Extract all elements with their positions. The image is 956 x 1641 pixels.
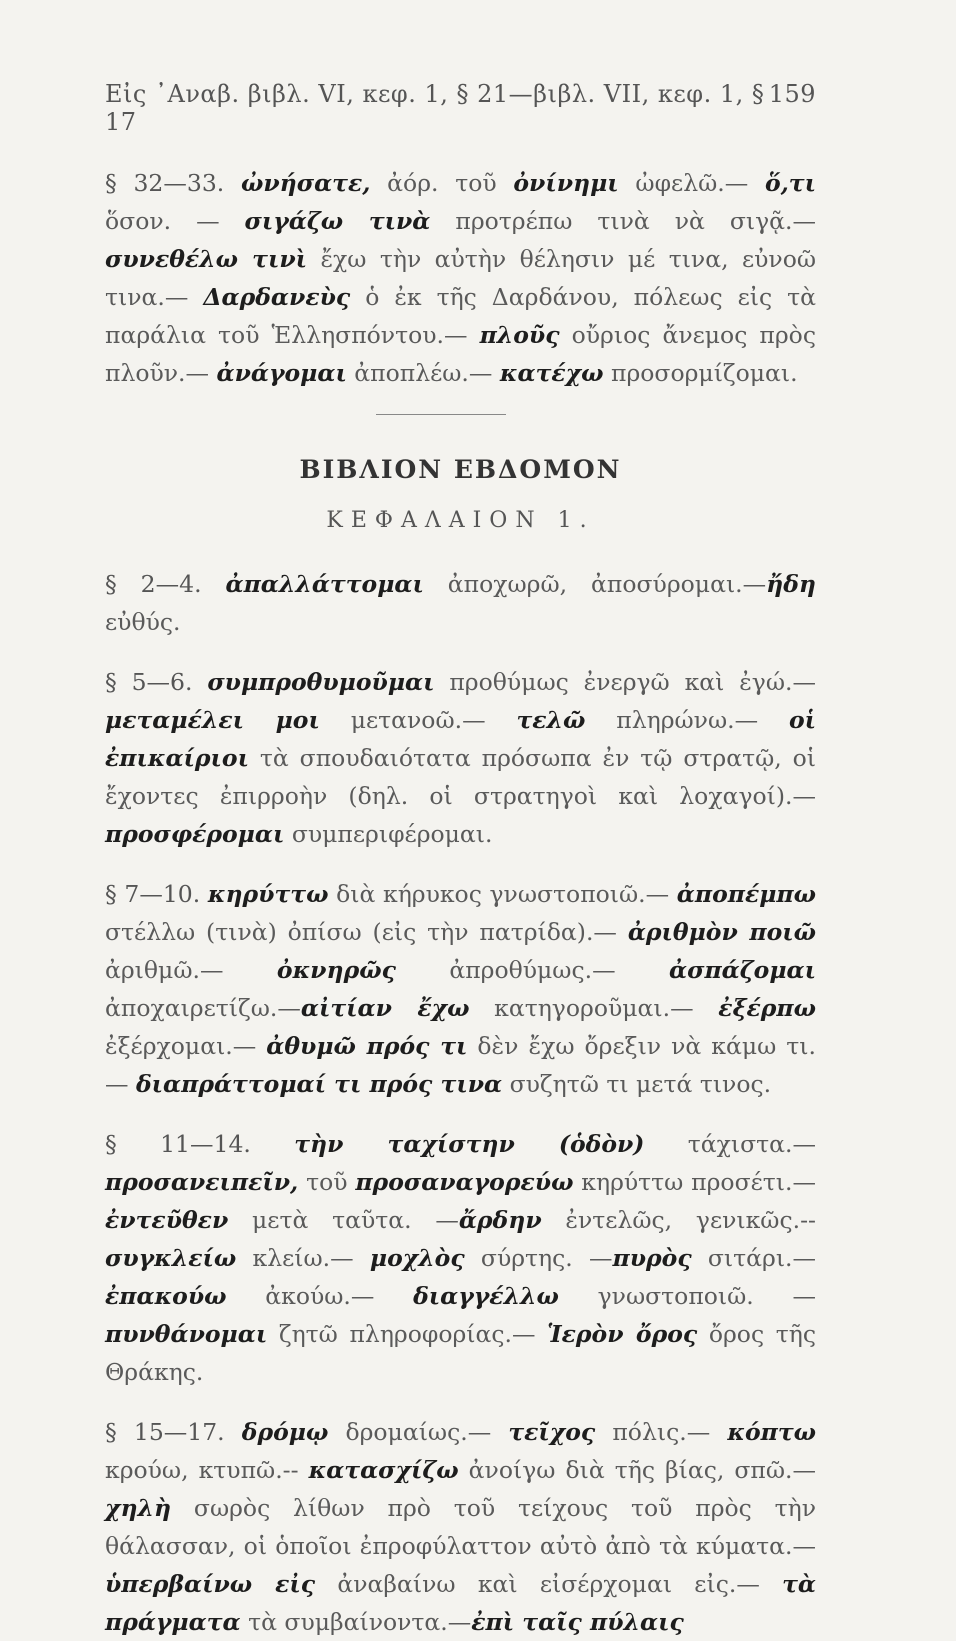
headword: πυνθάνομαι	[105, 1320, 268, 1348]
headword: διαπράττομαί τι πρός τινα	[135, 1070, 503, 1098]
page-number: 159	[768, 80, 816, 108]
glossary-entry	[105, 663, 816, 853]
headword: χηλὴ	[105, 1494, 172, 1522]
headword: Ἱερὸν ὄρος	[547, 1320, 698, 1348]
headword: κηρύττω	[207, 880, 329, 908]
headword: ἄρδην	[458, 1206, 542, 1234]
definition: ὅσον. —	[105, 207, 245, 235]
headword: ὅ,τι	[764, 169, 816, 197]
section-number: § 7—10.	[105, 880, 208, 908]
definition: ἔχω τὴν αὐτὴν θέλησιν μέ τινα, εὐνοῶ τινα.—	[105, 245, 817, 311]
headword: προσαναγορεύω	[355, 1168, 574, 1196]
headword: συμπροθυμοῦμαι	[207, 668, 435, 696]
definition: μετὰ ταῦτα. —	[228, 1206, 459, 1234]
definition: σύρτης. —	[464, 1244, 613, 1272]
definition: κλείω.—	[236, 1244, 370, 1272]
definition: ὄρος τῆς Θράκης.	[105, 1320, 816, 1386]
definition: δρομαίως.—	[328, 1418, 509, 1446]
definition: στέλλω (τινὰ) ὀπίσω (εἰς τὴν πατρίδα).—	[105, 918, 628, 946]
definition: τὰ σπουδαιότατα πρόσωπα ἐν τῷ στρατῷ, οἱ ἔχοντες ἐπιρροὴν (δηλ. οἱ στρατηγοὶ καὶ λοχαγοί).—	[105, 744, 816, 810]
headword: κατασχίζω	[308, 1456, 459, 1484]
headword: συνεθέλω τινὶ	[105, 245, 308, 273]
headword: ἀσπάζομαι	[669, 956, 816, 984]
headword: ὀκνηρῶς	[276, 956, 396, 984]
headword: αἰτίαν ἔχω	[300, 994, 470, 1022]
definition: προθύμως ἐνεργῶ καὶ ἐγώ.—	[434, 668, 816, 696]
definition: ἐξέρχομαι.—	[105, 1032, 267, 1060]
definition: ἀποχαιρετίζω.—	[105, 994, 301, 1022]
glossary-entry	[105, 875, 816, 1103]
section-number: § 5—6.	[105, 668, 208, 696]
headword: σιγάζω τινὰ	[244, 207, 431, 235]
definition: ἀποχωρῶ, ἀποσύρομαι.—	[423, 570, 767, 598]
definition: τοῦ	[298, 1168, 356, 1196]
definition: κρούω, κτυπῶ.--	[105, 1456, 309, 1484]
definition: ἀποπλέω.—	[346, 359, 500, 387]
book-title: ΒΙΒΛΙΟΝ ΕΒΔΟΜΟΝ	[299, 455, 622, 484]
definition: προτρέπω τινὰ νὰ σιγᾷ.—	[430, 207, 816, 235]
definition: ἀριθμῶ.—	[105, 956, 277, 984]
headword: διαγγέλλω	[413, 1282, 559, 1310]
section-divider	[376, 414, 506, 415]
glossary-entry	[105, 565, 816, 641]
headword: προσφέρομαι	[105, 820, 285, 848]
headword: τεῖχος	[508, 1418, 596, 1446]
definition: σωρὸς λίθων πρὸ τοῦ τείχους τοῦ πρὸς τὴν θάλασσαν, οἱ ὁποῖοι ἐπροφύλαττον αὐτὸ ἀπὸ τὰ κύματα.—	[105, 1494, 816, 1560]
headword: κατέχω	[499, 359, 604, 387]
headword: μοχλὸς	[369, 1244, 465, 1272]
glossary-entry	[105, 164, 816, 392]
headword: δρόμῳ	[241, 1418, 329, 1446]
headword: ἀποπέμπω	[676, 880, 817, 908]
definition: κηρύττω προσέτι.—	[573, 1168, 816, 1196]
definition: διὰ κήρυκος γνωστοποιῶ.—	[328, 880, 677, 908]
headword: προσανειπεῖν,	[105, 1168, 299, 1196]
headword: ἐπὶ ταῖς πύλαις	[471, 1608, 684, 1636]
definition: οὔριος ἄνεμος πρὸς πλοῦν.—	[105, 321, 816, 387]
headword: οἱ ἐπικαίριοι	[105, 706, 816, 772]
headword: Δαρδανεὺς	[203, 283, 351, 311]
section-number: § 32—33.	[105, 169, 241, 197]
definition: συμπεριφέρομαι.	[284, 820, 493, 848]
headword: τὰ πράγματα	[105, 1570, 817, 1636]
definition: ἀπροθύμως.—	[395, 956, 670, 984]
headword: πλοῦς	[479, 321, 560, 349]
headword: ἐξέρπω	[718, 994, 816, 1022]
headword: κόπτω	[727, 1418, 817, 1446]
headword: ἤδη	[766, 570, 816, 598]
headword: τελῶ	[516, 706, 586, 734]
definition: κατηγοροῦμαι.—	[469, 994, 719, 1022]
definition: γνωστοποιῶ. —	[558, 1282, 816, 1310]
glossary-entry	[105, 1125, 816, 1391]
definition: ἀναβαίνω καὶ εἰσέρχομαι εἰς.—	[315, 1570, 783, 1598]
section-number: § 2—4.	[105, 570, 226, 598]
glossary-entry	[105, 1413, 816, 1641]
definition: συζητῶ τι μετά τινος.	[502, 1070, 772, 1098]
definition: ἀνοίγω διὰ τῆς βίας, σπῶ.—	[458, 1456, 816, 1484]
running-head-title: Εἰς ᾿Αναβ. βιβλ. VI, κεφ. 1, § 21—βιβλ. VII, κεφ. 1, § 17	[105, 80, 765, 136]
definition: ὁ ἐκ τῆς Δαρδάνου, πόλεως εἰς τὰ παράλια τοῦ Ἑλλησπόντου.—	[105, 283, 816, 349]
headword: μεταμέλει μοι	[105, 706, 320, 734]
headword: ἐντεῦθεν	[105, 1206, 229, 1234]
definition: σιτάρι.—	[691, 1244, 817, 1272]
headword: ὑπερβαίνω εἰς	[105, 1570, 316, 1598]
chapter-title: ΚΕΦΑΛΑΙΟΝ 1.	[326, 508, 595, 533]
headword: ἀριθμὸν ποιῶ	[627, 918, 816, 946]
headword: ἀθυμῶ πρός τι	[266, 1032, 468, 1060]
definition: τὰ συμβαίνοντα.—	[240, 1608, 472, 1636]
definition: μετανοῶ.—	[319, 706, 517, 734]
definition: ζητῶ πληροφορίας.—	[267, 1320, 548, 1348]
headword: τὴν ταχίστην (ὁδὸν)	[294, 1130, 645, 1158]
definition: προσορμίζομαι.	[603, 359, 798, 387]
section-number: § 11—14.	[105, 1130, 295, 1158]
definition: ἀκούω.—	[226, 1282, 414, 1310]
headword: ἀνάγομαι	[216, 359, 347, 387]
headword: ἀπαλλάττομαι	[225, 570, 424, 598]
headword: πυρὸς	[612, 1244, 692, 1272]
definition: ὠφελῶ.—	[618, 169, 765, 197]
definition: δὲν ἔχω ὄρεξιν νὰ κάμω τι.—	[105, 1032, 816, 1098]
definition: πληρώνω.—	[585, 706, 789, 734]
definition: πόλις.—	[595, 1418, 728, 1446]
headword: ὀνίνημι	[513, 169, 619, 197]
headword: ὠνήσατε,	[240, 169, 371, 197]
definition: τάχιστα.—	[644, 1130, 816, 1158]
headword: ἐπακούω	[105, 1282, 227, 1310]
definition: ἀόρ. τοῦ	[370, 169, 514, 197]
section-number: § 15—17.	[105, 1418, 242, 1446]
definition: εὐθύς.	[105, 608, 181, 636]
running-head	[105, 80, 816, 136]
definition: ἐντελῶς, γενικῶς.--	[541, 1206, 816, 1234]
headword: συγκλείω	[105, 1244, 237, 1272]
